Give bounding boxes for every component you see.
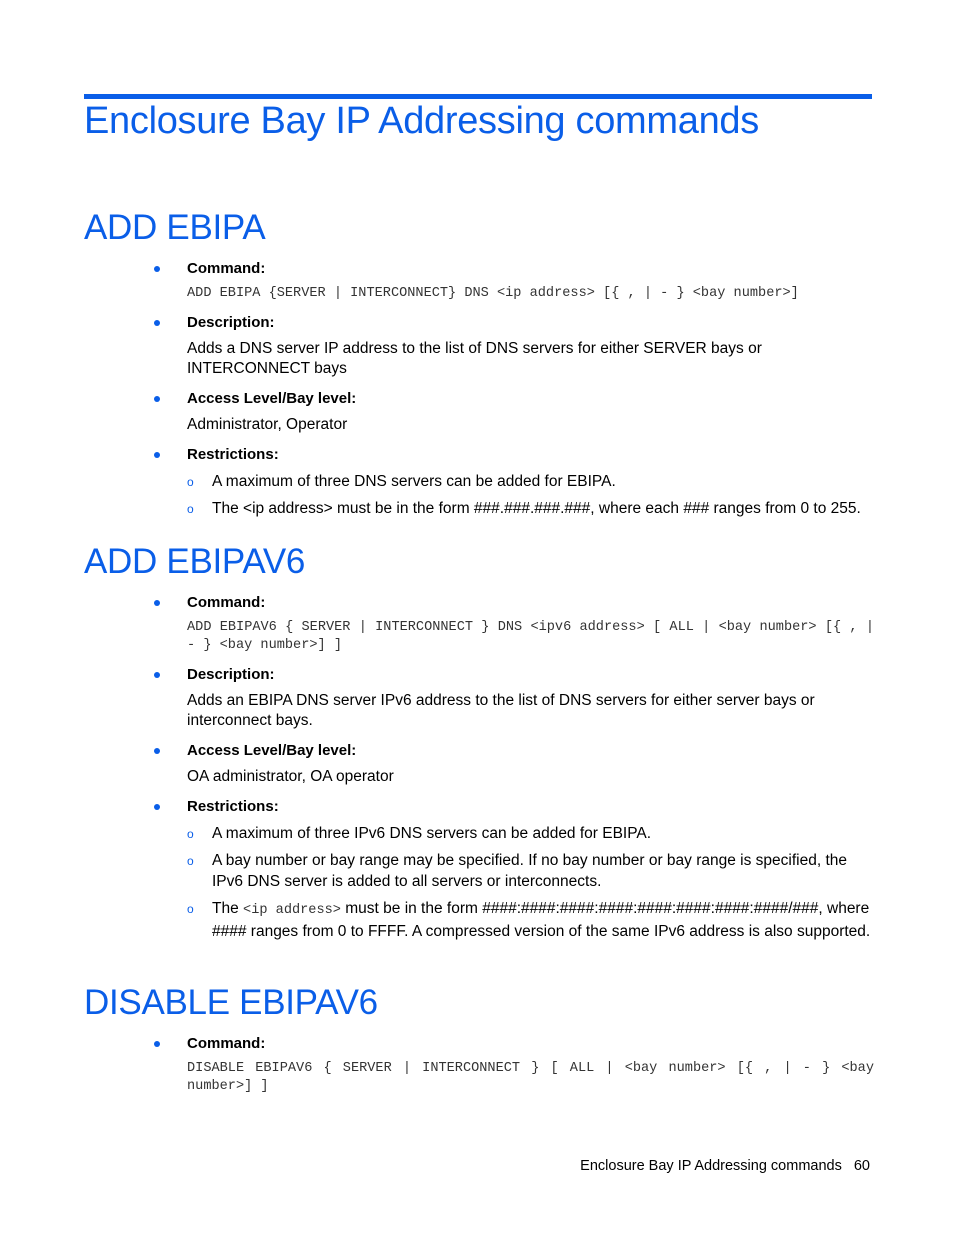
command-label: Command: [187, 594, 266, 611]
section-disable-ebipav6 [84, 981, 874, 1096]
bullet-icon [154, 396, 160, 402]
page-footer [560, 1158, 870, 1174]
chapter-rule [84, 94, 872, 99]
circle-bullet-icon: o [187, 902, 194, 916]
page-number: 60 [853, 1158, 870, 1174]
list-item [84, 665, 874, 731]
section-add-ebipav6 [84, 540, 874, 948]
item-list [84, 593, 874, 942]
command-syntax: DISABLE EBIPAV6 { SERVER | INTERCONNECT } [ ALL | <bay number> [{ , | - } <bay number>] ] [187, 1061, 874, 1094]
list-item [84, 797, 874, 942]
description-label: Description: [187, 666, 275, 683]
section-title: ADD EBIPA [84, 208, 266, 247]
restriction-item: o The <ip address> must be in the form ####:####:####:####:####:####:####:####/###, where #### ranges from 0 to FFFF. A compressed version of the same IPv6 address is also supported. [187, 900, 871, 940]
list-item [84, 741, 874, 787]
section-add-ebipa [84, 206, 874, 525]
list-item [84, 389, 874, 435]
footer-text: Enclosure Bay IP Addressing commands [580, 1158, 842, 1174]
inline-code: <ip address> [243, 903, 341, 918]
bullet-icon [154, 320, 160, 326]
circle-bullet-icon: o [187, 854, 194, 868]
restriction-item: o A bay number or bay range may be specified. If no bay number or bay range is specified, the IPv6 DNS server is added to all servers or interconnects. [187, 852, 848, 890]
bullet-icon [154, 266, 160, 272]
section-title: DISABLE EBIPAV6 [84, 983, 378, 1022]
circle-bullet-icon: o [187, 475, 194, 489]
restriction-item: o A maximum of three IPv6 DNS servers can be added for EBIPA. [187, 823, 874, 844]
command-syntax: ADD EBIPA {SERVER | INTERCONNECT} DNS <ip address> [{ , | - } <bay number>] [187, 286, 799, 301]
list-item [84, 259, 874, 303]
bullet-icon [154, 452, 160, 458]
bullet-icon [154, 672, 160, 678]
access-label: Access Level/Bay level: [187, 390, 357, 407]
item-list [84, 1034, 874, 1096]
description-label: Description: [187, 314, 275, 331]
restriction-list [187, 823, 874, 942]
access-text: OA administrator, OA operator [187, 768, 394, 785]
section-title: ADD EBIPAV6 [84, 542, 306, 581]
bullet-icon [154, 1041, 160, 1047]
restrictions-label: Restrictions: [187, 798, 279, 815]
access-label: Access Level/Bay level: [187, 742, 357, 759]
command-syntax: ADD EBIPAV6 { SERVER | INTERCONNECT } DNS <ipv6 address> [ ALL | <bay number> [{ , | - } <bay number>] ] [187, 620, 874, 653]
restrictions-label: Restrictions: [187, 446, 279, 463]
command-label: Command: [187, 1035, 266, 1052]
list-item [84, 593, 874, 655]
access-text: Administrator, Operator [187, 416, 348, 433]
bullet-icon [154, 600, 160, 606]
bullet-icon [154, 804, 160, 810]
description-text: Adds an EBIPA DNS server IPv6 address to the list of DNS servers for either server bays or interconnect bays. [187, 692, 815, 729]
chapter-title: Enclosure Bay IP Addressing commands [84, 100, 759, 142]
command-label: Command: [187, 260, 266, 277]
restriction-list [187, 471, 874, 519]
circle-bullet-icon: o [187, 827, 194, 841]
circle-bullet-icon: o [187, 502, 194, 516]
description-text: Adds a DNS server IP address to the list of DNS servers for either SERVER bays or INTERCONNECT bays [187, 340, 762, 377]
item-list [84, 259, 874, 519]
list-item [84, 313, 874, 379]
list-item [84, 1034, 874, 1096]
list-item [84, 445, 874, 519]
restriction-item: o The <ip address> must be in the form ###.###.###.###, where each ### ranges from 0 to 255. [187, 498, 874, 519]
restriction-item: o A maximum of three DNS servers can be added for EBIPA. [187, 471, 874, 492]
bullet-icon [154, 748, 160, 754]
